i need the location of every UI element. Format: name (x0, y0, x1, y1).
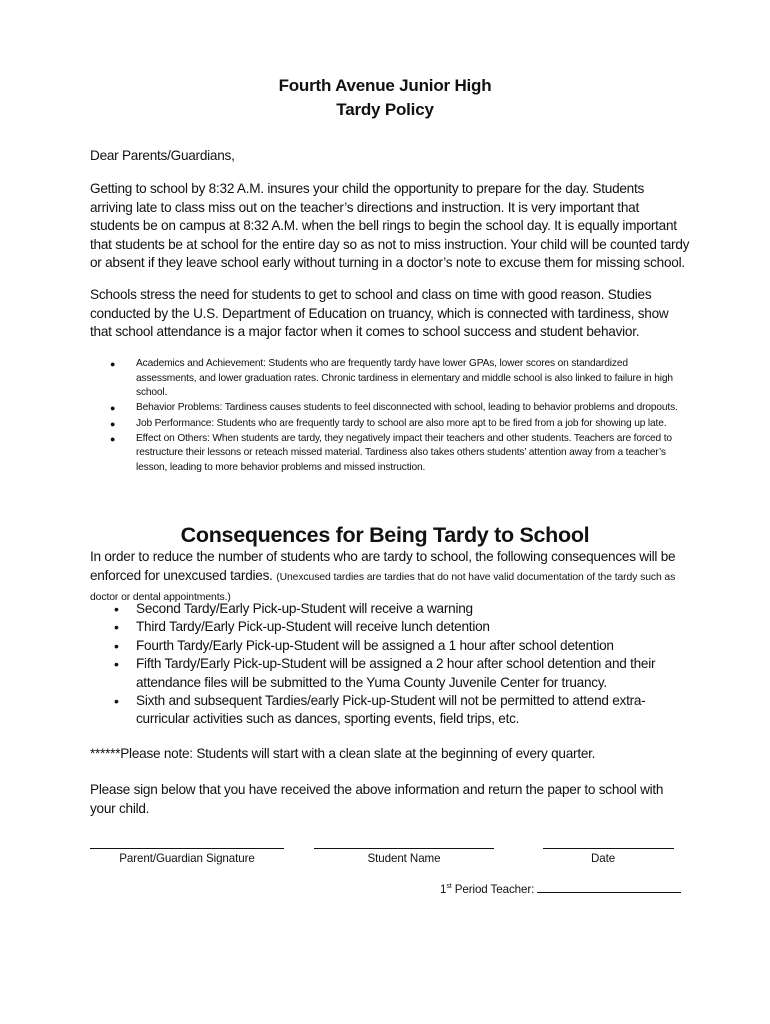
bullet-icon: ● (110, 433, 116, 444)
bullet-icon: • (114, 656, 119, 673)
student-name-label: Student Name (367, 852, 441, 865)
sign-request: Please sign below that you have received the above information and return the paper to school with your child. (90, 782, 664, 816)
consequences-list (112, 600, 692, 729)
parent-signature-line[interactable] (90, 848, 284, 849)
list-item: ● Behavior Problems: Tardiness causes students to feel disconnected with school, leading to behavior problems and dropouts. (110, 401, 690, 416)
clean-slate-note: ******Please note: Students will start with a clean slate at the beginning of every quarter. (90, 746, 596, 761)
bullet-icon: ● (110, 359, 116, 369)
first-period-teacher-field: 1st Period Teacher: (440, 882, 681, 896)
bullet-icon: • (114, 637, 119, 654)
consequences-heading: Consequences for Being Tardy to School (180, 523, 590, 547)
list-item: • Third Tardy/Early Pick-up-Student will receive lunch detention (114, 619, 490, 636)
list-item: • Second Tardy/Early Pick-up-Student will receive a warning (114, 601, 473, 617)
date-line[interactable] (543, 848, 674, 849)
consequences-intro: In order to reduce the number of students who are tardy to school, the following consequences will be enforced for unexcused tardies. (Unexcused tardies are tardies that do not have valid documentation of the tardy such as doctor or dental appointments.) (90, 549, 676, 603)
bullet-icon: • (114, 601, 119, 617)
school-name-heading: Fourth Avenue Junior High (278, 76, 492, 95)
student-name-line[interactable] (314, 848, 494, 849)
parent-signature-label: Parent/Guardian Signature (119, 852, 255, 865)
document-title: Tardy Policy (336, 100, 434, 119)
unexcused-note: (Unexcused tardies are tardies that do not have valid documentation of the tardy such as doctor or dental appointments.) (90, 571, 676, 603)
teacher-name-line[interactable] (537, 882, 681, 893)
bullet-icon: • (114, 693, 119, 710)
research-paragraph: Schools stress the need for students to get to school and class on time with good reason. Studies conducted by the U.S. Department of Education on truancy, which is connected with tardiness, show that school attendance is a major factor when it comes to school success and student behavior. (90, 287, 669, 339)
greeting: Dear Parents/Guardians, (90, 148, 235, 163)
list-item: ● Job Performance: Students who are frequently tardy to school are also more apt to be fired from a job for showing up late. (110, 417, 690, 432)
list-item: ● Effect on Others: When students are tardy, they negatively impact their teachers and other students. Teachers are forced to restructure their lessons or reteach missed material. Tardiness also takes others students’ attention away from a teacher’s lesson, leading to more behavior problems and missed instruction. (110, 432, 672, 473)
bullet-icon: ● (110, 403, 116, 414)
intro-paragraph: Getting to school by 8:32 A.M. insures your child the opportunity to prepare for the day. Students arriving late to class miss out on the teacher’s directions and instruction. It is very important that students be on campus at 8:32 A.M. when the bell rings to begin the school day. It is equally important that students be at school for the entire day so as not to miss instruction. Your child will be counted tardy or absent if they leave school early without turning in a doctor’s note to excuse them for missing school. (90, 181, 690, 270)
list-item: ● Academics and Achievement: Students who are frequently tardy have lower GPAs, lower scores on standardized assessments, and lower graduation rates. Chronic tardiness in elementary and middle school is also linked to failure in high school. (110, 358, 673, 399)
bullet-icon: • (114, 619, 119, 636)
date-label: Date (590, 852, 616, 865)
list-item: • Fourth Tardy/Early Pick-up-Student will be assigned a 1 hour after school detention (114, 637, 614, 654)
list-item: • Sixth and subsequent Tardies/early Pick-up-Student will not be permitted to attend extra-curricular activities such as dances, sporting events, field trips, etc. (114, 693, 646, 727)
list-item: • Fifth Tardy/Early Pick-up-Student will be assigned a 2 hour after school detention and their attendance files will be submitted to the Yuma County Juvenile Center for truancy. (114, 656, 656, 690)
tardiness-effects-list (110, 357, 690, 476)
bullet-icon: ● (110, 418, 116, 429)
